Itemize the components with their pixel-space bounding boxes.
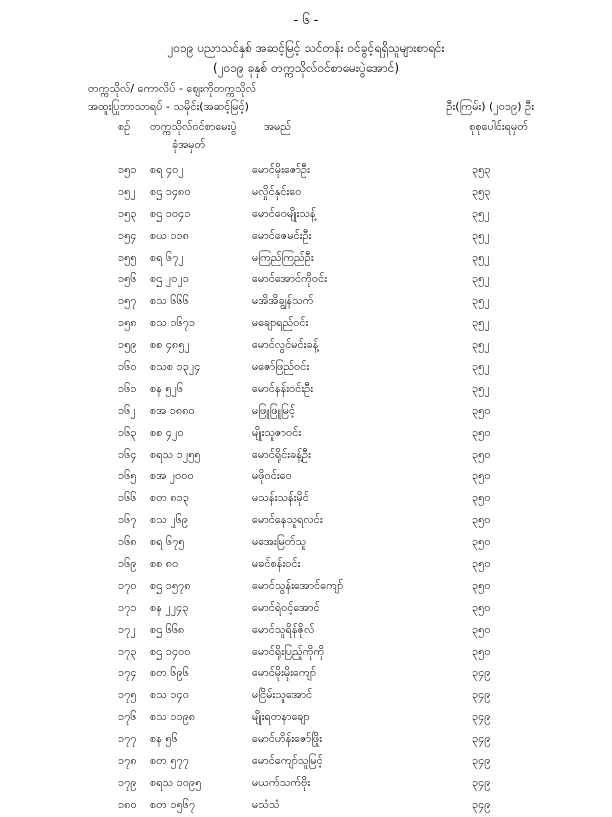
row-number: ၁၅၈ — [118, 316, 137, 330]
roll-number: စအ ၁၈၈၀ — [150, 403, 195, 417]
student-name: မောင်ဇေမင်းဦး — [252, 228, 312, 242]
student-name: မောင်အောင်ကိုဝင်း — [252, 272, 327, 286]
row-number: ၁၅၅ — [118, 250, 137, 264]
student-name: မသန်းသန်းမိုင် — [252, 491, 309, 505]
table-row — [0, 685, 612, 707]
major-subject-label: အထူးပြုဘာသာရပ် - သမိုင်း(အဆင့်မြင့်) — [88, 100, 249, 113]
row-number: ၁၇၁ — [118, 600, 137, 614]
roll-number: စယ ၁၁၈ — [150, 228, 190, 242]
roll-number: စစ ၄၈၅၂ — [150, 338, 190, 352]
total-marks: ၃၄၉ — [472, 732, 491, 746]
student-name: မသံသံ — [252, 797, 280, 811]
student-name: မျိုးသူဇာဝင်း — [252, 425, 302, 439]
student-name: မောင်သူရိန်ဇိုလ် — [252, 622, 315, 636]
roll-number: စသစ ၁၃၂၄ — [150, 360, 201, 374]
roll-number: စသ ၂၆၉ — [150, 513, 189, 527]
table-row — [0, 160, 612, 182]
student-name: မဖိုဝင်းဝေ — [252, 469, 292, 483]
student-name: မောင်ဟိန်းဇော်ဖြိုး — [252, 732, 323, 746]
roll-number: စဌ ၁၀၄၁ — [150, 206, 191, 220]
total-marks: ၃၅၃ — [472, 184, 491, 198]
total-marks: ၃၅၂ — [472, 250, 490, 264]
total-marks: ၃၅၃ — [472, 163, 491, 176]
total-marks: ၃၅၂ — [472, 228, 490, 242]
row-number: ၁၆၅ — [118, 469, 137, 483]
total-marks: ၃၅၀ — [472, 535, 491, 549]
row-number: ၁၇၂ — [118, 622, 136, 636]
row-number: ၁၆၈ — [118, 535, 137, 549]
table-row — [0, 248, 612, 270]
total-marks: ၃၅၀ — [472, 644, 491, 658]
table-row — [0, 335, 612, 357]
page-number: - ၆ - — [293, 13, 319, 28]
row-number: ၁၆၀ — [118, 360, 137, 374]
row-number: ၁၇၃ — [118, 644, 137, 658]
student-name: မအိအိချွန်သက် — [252, 294, 314, 308]
student-name: မောင်ကျော်သူမြင့် — [252, 754, 323, 768]
table-row — [0, 620, 612, 642]
roll-number: စဌ ၂၀၂၁ — [150, 272, 189, 286]
table-row — [0, 379, 612, 401]
row-number: ၁၇၈ — [118, 754, 137, 768]
roll-number: စဌ ၁၅၇၈ — [150, 578, 191, 592]
row-number: ၁၅၆ — [118, 272, 137, 286]
column-header-no: စဉ် — [118, 120, 131, 133]
document-title: ၂၀၁၉ ပညာသင်နှစ် အဆင့်မြင့် သင်တန်း ဝင်ခွင့်ရရှိသူများစာရင်း — [167, 41, 445, 55]
roll-number: စန ၅၆ — [150, 732, 178, 746]
roll-number: စသ ၁၆၇၁ — [150, 316, 196, 330]
student-name: မောင်နေသူရလင်း — [252, 513, 323, 527]
roll-number: စသ ၁၁၉၈ — [150, 710, 196, 724]
roll-number: စအ ၂၀၀၀ — [150, 469, 194, 483]
row-number: ၁၅၃ — [118, 206, 137, 220]
roll-number: စဌ ၆၆၈ — [150, 622, 185, 636]
roll-number: စသ ၁၄၀ — [150, 688, 189, 702]
table-row — [0, 291, 612, 313]
row-number: ၁၅၄ — [118, 228, 137, 242]
total-marks: ၃၅၂ — [472, 294, 490, 308]
student-name: မအေးမြတ်သူ — [252, 535, 307, 549]
roll-number: စန ၅၂၆ — [150, 381, 184, 395]
total-marks: ၃၅၂ — [472, 316, 490, 330]
total-marks: ၃၅၂ — [472, 338, 490, 352]
total-marks: ၃၅၂ — [472, 360, 490, 374]
total-marks: ၃၅၀ — [472, 557, 491, 571]
table-row — [0, 488, 612, 510]
student-name: မောင်ရိုင်းခန့်ဦး — [252, 447, 311, 461]
table-row — [0, 182, 612, 204]
roll-number: စရ ၆၇၅ — [150, 535, 185, 549]
student-name: မောင်ရိုးပြည့်ကိုကို — [252, 644, 325, 658]
student-name: မောင်သွန်းအောင်ကျော် — [252, 578, 344, 592]
table-row — [0, 532, 612, 554]
student-name: မကြည်ကြည်ဦး — [252, 250, 314, 264]
column-header-marks: စုစုပေါင်းရမှတ် — [469, 120, 528, 133]
total-marks: ၃၅၀ — [472, 513, 491, 527]
student-name: မောင်မိုးမိုးကျော် — [252, 666, 317, 680]
row-number: ၁၅၁ — [118, 163, 137, 176]
column-header-roll: တက္ကသိုလ်ဝင်စာမေးပွဲ — [150, 120, 237, 133]
roll-number: စစ ၈၀ — [150, 557, 179, 571]
results-table — [0, 160, 612, 817]
total-marks: ၃၄၉ — [472, 688, 491, 702]
max-mark-label: ဦး(ကြမ်း) (၂၀၁၉) ဦး — [446, 100, 534, 113]
student-name: မဖြူဖြူမြင့် — [252, 403, 296, 417]
total-marks: ၃၅၀ — [472, 469, 491, 483]
row-number: ၁၆၉ — [118, 557, 137, 571]
row-number: ၁၆၆ — [118, 491, 137, 505]
table-row — [0, 554, 612, 576]
table-row — [0, 751, 612, 773]
student-name: မောင်နန်းဝင်းဦး — [252, 381, 314, 395]
table-row — [0, 401, 612, 423]
roll-number: စတ ၅၇၇ — [150, 754, 189, 768]
row-number: ၁၅၂ — [118, 184, 136, 198]
roll-number: စရ ၆၇၂ — [150, 250, 184, 264]
total-marks: ၃၄၉ — [472, 797, 491, 811]
row-number: ၁၇၉ — [118, 775, 137, 789]
total-marks: ၃၅၂ — [472, 272, 490, 286]
roll-number: စရသ ၁၀၉၅ — [150, 775, 202, 789]
total-marks: ၃၅၂ — [472, 381, 490, 395]
student-name: မချောရည်ဝင်း — [252, 316, 309, 330]
roll-number: စတ ၁၅၆၇ — [150, 797, 196, 811]
table-row — [0, 204, 612, 226]
column-header-roll-sub: ခုံအမှတ် — [172, 138, 206, 151]
row-number: ၁၆၄ — [118, 447, 137, 461]
table-row — [0, 445, 612, 467]
total-marks: ၃၅၀ — [472, 425, 491, 439]
document-subtitle: (၂၀၁၉ ခုနှစ် တက္ကသိုလ်ဝင်စာမေးပွဲအောင်) — [212, 61, 400, 75]
table-row — [0, 642, 612, 664]
table-row — [0, 576, 612, 598]
student-name: မဇော်ဖြည်ဝင်း — [252, 360, 310, 374]
university-label: တက္ကသိုလ်/ ကောလိပ် - ဈေးကိုတက္ကသိုလ် — [88, 82, 257, 95]
row-number: ၁၇၄ — [118, 666, 137, 680]
student-name: မောင်မိုးဇော်ဦး — [252, 163, 310, 176]
row-number: ၁၅၇ — [118, 294, 137, 308]
roll-number: စစ ၄၂၀ — [150, 425, 184, 439]
row-number: ၁၇၆ — [118, 710, 137, 724]
total-marks: ၃၅၀ — [472, 600, 491, 614]
roll-number: စရသ ၁၂၅၅ — [150, 447, 201, 461]
table-row — [0, 707, 612, 729]
roll-number: စဌ ၁၄၀၀ — [150, 644, 191, 658]
total-marks: ၃၄၉ — [472, 775, 491, 789]
row-number: ၁၇၀ — [118, 578, 137, 592]
total-marks: ၃၅၀ — [472, 491, 491, 505]
table-row — [0, 423, 612, 445]
column-header-name: အမည် — [264, 120, 292, 133]
roll-number: စတ ၈၁၃ — [150, 491, 190, 505]
student-name: မခင်စန်းဝင်း — [252, 557, 301, 571]
total-marks: ၃၄၉ — [472, 666, 491, 680]
student-name: မောင်လွင်မင်းခန့် — [252, 338, 319, 352]
row-number: ၁၇၇ — [118, 732, 137, 746]
row-number: ၁၈၀ — [118, 797, 137, 811]
row-number: ၁၆၇ — [118, 513, 137, 527]
student-name: မောင်ရဲဝင့်အောင် — [252, 600, 320, 614]
table-row — [0, 795, 612, 817]
total-marks: ၃၅၂ — [472, 206, 490, 220]
roll-number: စန ၂၂၄၃ — [150, 600, 189, 614]
table-row — [0, 510, 612, 532]
roll-number: စဌ ၁၄၈၀ — [150, 184, 191, 198]
row-number: ၁၅၉ — [118, 338, 137, 352]
student-name: မလှိုင်နှင်းဝေ — [252, 184, 302, 198]
table-row — [0, 663, 612, 685]
total-marks: ၃၄၉ — [472, 710, 491, 724]
roll-number: စရ ၄၀၂ — [150, 163, 184, 176]
student-name: မောင်ဝေမျိုးသန့် — [252, 206, 316, 220]
row-number: ၁၇၅ — [118, 688, 137, 702]
row-number: ၁၆၃ — [118, 425, 137, 439]
student-name: မငြိမ်းသူအောင် — [252, 688, 313, 702]
table-row — [0, 466, 612, 488]
row-number: ၁၆၂ — [118, 403, 136, 417]
total-marks: ၃၄၉ — [472, 754, 491, 768]
total-marks: ၃၅၀ — [472, 447, 491, 461]
student-name: မျိုးရတနာချော — [252, 710, 310, 724]
total-marks: ၃၅၀ — [472, 578, 491, 592]
table-row — [0, 598, 612, 620]
row-number: ၁၆၁ — [118, 381, 137, 395]
student-name: မယက်သက်ဗိုး — [252, 775, 311, 789]
table-row — [0, 357, 612, 379]
total-marks: ၃၅၀ — [472, 403, 491, 417]
roll-number: စသ ၆၆၆ — [150, 294, 189, 308]
roll-number: စတ ၆၉၆ — [150, 666, 189, 680]
table-row — [0, 269, 612, 291]
table-row — [0, 729, 612, 751]
total-marks: ၃၅၀ — [472, 622, 491, 636]
table-row — [0, 226, 612, 248]
table-row — [0, 313, 612, 335]
